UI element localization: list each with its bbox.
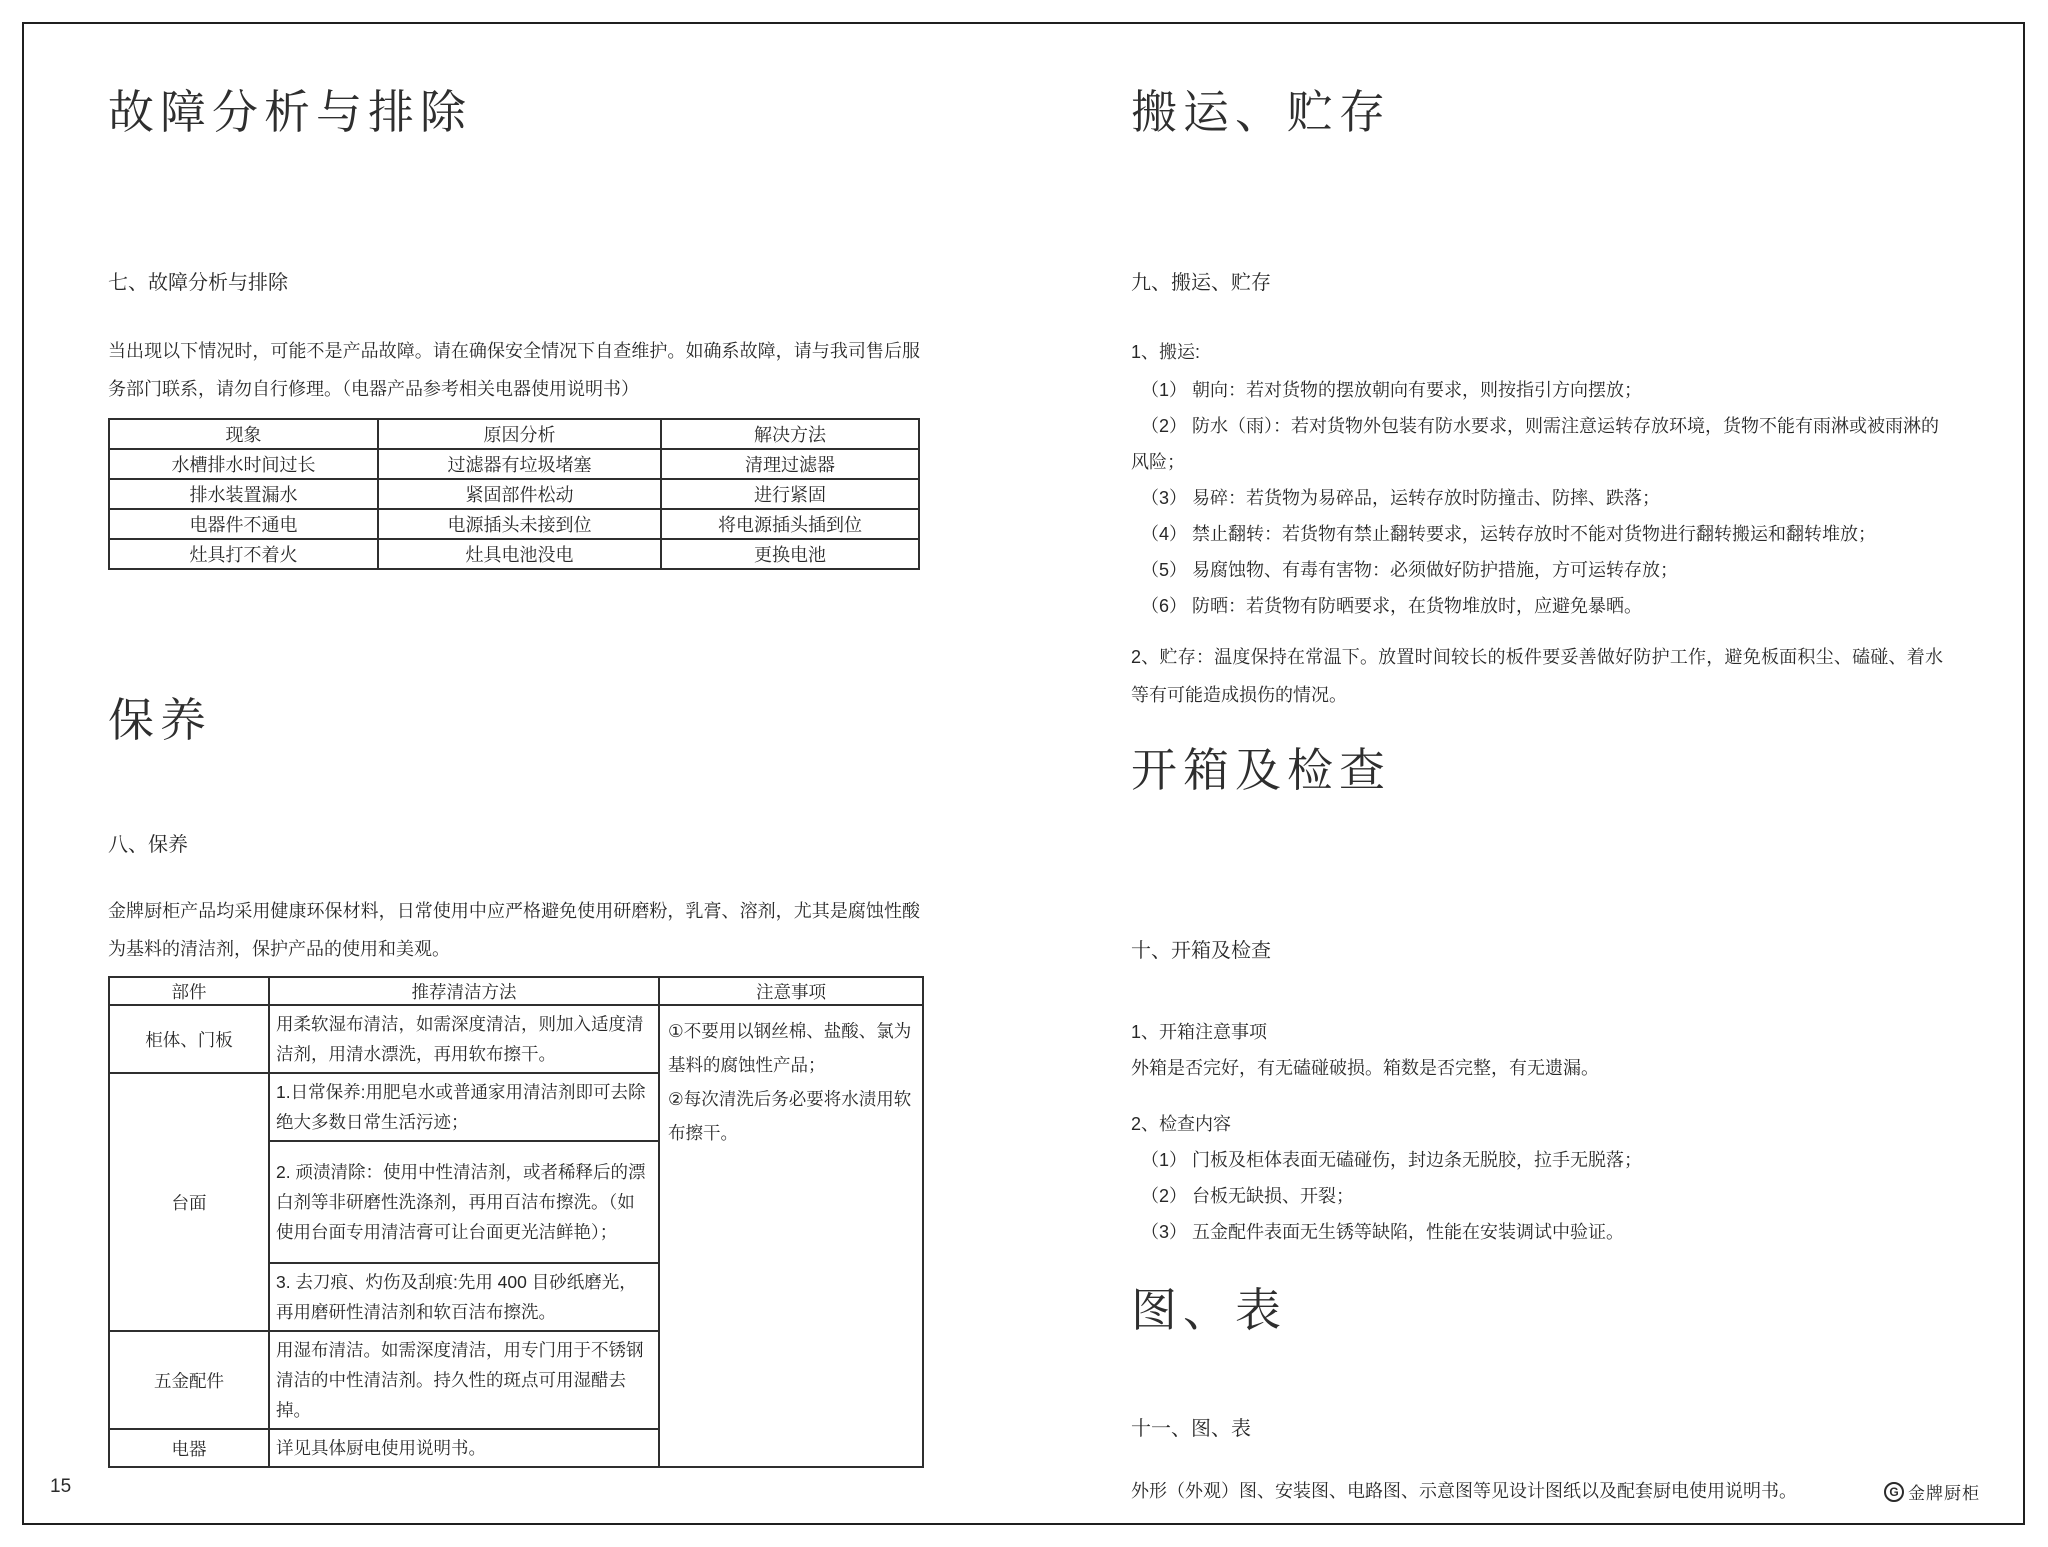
cell-method-hardware: 用湿布清洁。如需深度清洁，用专门用于不锈钢清洁的中性清洁剂。持久性的斑点可用湿醋去掉。 [269, 1331, 659, 1429]
section-title-figures: 图、表 [1131, 1284, 1287, 1336]
brand-footer [1884, 1479, 1980, 1504]
table-header-row [109, 419, 919, 449]
cell-part-appliance: 电器 [109, 1429, 269, 1467]
list-item: （3） 五金配件表面无生锈等缺陷，性能在安装调试中验证。 [1141, 1222, 1625, 1242]
table-row [109, 539, 919, 569]
brand-logo-letter: G [1889, 1484, 1899, 1499]
cell-solution: 进行紧固 [661, 479, 919, 509]
troubleshooting-table [108, 418, 920, 570]
cell-solution: 清理过滤器 [661, 449, 919, 479]
section-title-care: 保养 [108, 694, 212, 746]
cell-part-countertop: 台面 [109, 1073, 269, 1331]
page-number: 15 [50, 1476, 72, 1497]
section-subtitle-inspection: 十、开箱及检查 [1131, 940, 1271, 962]
section-title-handling: 搬运、贮存 [1131, 86, 1391, 138]
note-line-1: ①不要用以钢丝棉、盐酸、氯为基料的腐蚀性产品； [668, 1021, 912, 1075]
table-header-row [109, 977, 923, 1005]
unbox-notes-title: 1、开箱注意事项 [1131, 1022, 1268, 1042]
col-header-solution: 解决方法 [661, 419, 919, 449]
left-column [108, 0, 920, 1468]
list-item: （6） 防晒：若货物有防晒要求，在货物堆放时，应避免暴晒。 [1141, 596, 1643, 616]
cell-part-hardware: 五金配件 [109, 1331, 269, 1429]
cell-part-cabinet: 柜体、门板 [109, 1005, 269, 1073]
cell-cause: 过滤器有垃圾堵塞 [378, 449, 661, 479]
list-item: （1） 门板及柜体表面无磕碰伤，封边条无脱胶，拉手无脱落； [1141, 1150, 1643, 1170]
cell-solution: 更换电池 [661, 539, 919, 569]
section-subtitle-handling: 九、搬运、贮存 [1131, 272, 1271, 294]
col-header-part: 部件 [109, 977, 269, 1005]
cell-solution: 将电源插头插到位 [661, 509, 919, 539]
note-line-2: ②每次清洗后务必要将水渍用软布擦干。 [668, 1089, 912, 1143]
brand-logo-icon [1884, 1482, 1904, 1502]
list-item: （5） 易腐蚀物、有毒有害物：必须做好防护措施，方可运转存放； [1141, 560, 1679, 580]
handling-list [1131, 372, 1943, 624]
section-subtitle-figures: 十一、图、表 [1131, 1418, 1251, 1440]
cell-phenomenon: 电器件不通电 [109, 509, 378, 539]
troubleshooting-intro: 当出现以下情况时，可能不是产品故障。请在确保安全情况下自查维护。如确系故障，请与我司售后服务部门联系，请勿自行修理。（电器产品参考相关电器使用说明书） [108, 341, 920, 399]
figures-text: 外形（外观）图、安装图、电路图、示意图等见设计图纸以及配套厨电使用说明书。 [1131, 1481, 1797, 1501]
cell-method-countertop-3: 3. 去刀痕、灼伤及刮痕:先用 400 目砂纸磨光，再用磨研性清洁剂和软百洁布擦洗。 [269, 1263, 659, 1331]
check-content-list [1131, 1142, 1943, 1250]
cell-method-countertop-2: 2. 顽渍清除：使用中性清洁剂，或者稀释后的漂白剂等非研磨性洗涤剂，再用百洁布擦洗。（如使用台面专用清洁膏可让台面更光洁鲜艳）； [269, 1141, 659, 1263]
list-item: （2） 台板无缺损、开裂； [1141, 1186, 1355, 1206]
col-header-method: 推荐清洁方法 [269, 977, 659, 1005]
unbox-notes-text: 外箱是否完好，有无磕碰破损。箱数是否完整，有无遗漏。 [1131, 1058, 1599, 1078]
col-header-notes: 注意事项 [659, 977, 923, 1005]
col-header-cause: 原因分析 [378, 419, 661, 449]
care-intro: 金牌厨柜产品均采用健康环保材料，日常使用中应严格避免使用研磨粉，乳膏、溶剂，尤其是腐蚀性酸为基料的清洁剂，保护产品的使用和美观。 [108, 901, 920, 959]
section-title-inspection: 开箱及检查 [1131, 744, 1391, 796]
cell-notes [659, 1005, 923, 1467]
cell-method-countertop-1: 1.日常保养:用肥皂水或普通家用清洁剂即可去除绝大多数日常生活污迹； [269, 1073, 659, 1141]
section-subtitle-troubleshooting: 七、故障分析与排除 [108, 272, 288, 294]
section-title-troubleshooting: 故障分析与排除 [108, 86, 472, 138]
cell-method-appliance: 详见具体厨电使用说明书。 [269, 1429, 659, 1467]
cell-cause: 灶具电池没电 [378, 539, 661, 569]
table-row [109, 509, 919, 539]
cell-cause: 电源插头未接到位 [378, 509, 661, 539]
cell-phenomenon: 灶具打不着火 [109, 539, 378, 569]
cell-phenomenon: 水槽排水时间过长 [109, 449, 378, 479]
cell-method-cabinet: 用柔软湿布清洁，如需深度清洁，则加入适度清洁剂，用清水漂洗，再用软布擦干。 [269, 1005, 659, 1073]
col-header-phenomenon: 现象 [109, 419, 378, 449]
table-row [109, 479, 919, 509]
table-row-cabinet [109, 1005, 923, 1073]
check-content-title: 2、检查内容 [1131, 1114, 1232, 1134]
list-item: （2） 防水（雨）：若对货物外包装有防水要求，则需注意运转存放环境，货物不能有雨淋或被雨淋的风险； [1131, 416, 1940, 472]
cell-phenomenon: 排水装置漏水 [109, 479, 378, 509]
section-subtitle-care: 八、保养 [108, 834, 188, 856]
list-item: （3） 易碎：若货物为易碎品，运转存放时防撞击、防摔、跌落； [1141, 488, 1661, 508]
list-item: （4） 禁止翻转：若货物有禁止翻转要求，运转存放时不能对货物进行翻转搬运和翻转堆放； [1141, 524, 1877, 544]
care-table [108, 976, 924, 1468]
cell-cause: 紧固部件松动 [378, 479, 661, 509]
storage-paragraph: 2、贮存：温度保持在常温下。放置时间较长的板件要妥善做好防护工作，避免板面积尘、磕碰、着水等有可能造成损伤的情况。 [1131, 647, 1943, 705]
brand-name: 金牌厨柜 [1908, 1484, 1980, 1503]
table-row [109, 449, 919, 479]
list-item: （1） 朝向：若对货物的摆放朝向有要求，则按指引方向摆放； [1141, 380, 1643, 400]
handling-list-title: 1、搬运: [1131, 342, 1201, 362]
right-column [1131, 0, 1943, 1504]
